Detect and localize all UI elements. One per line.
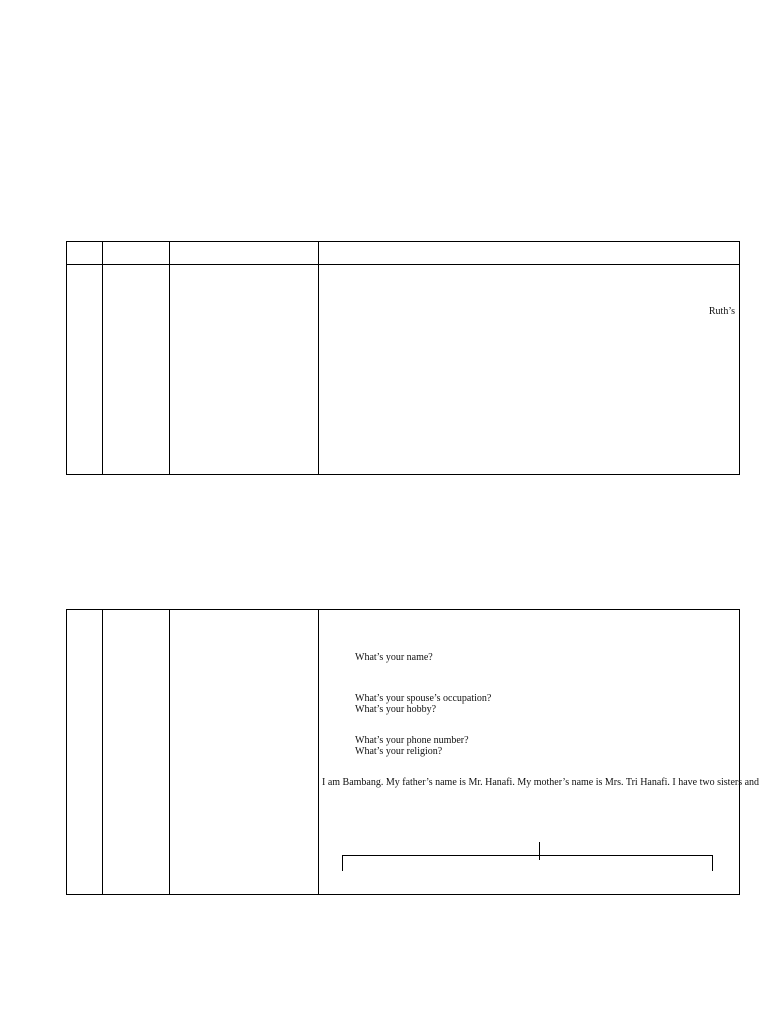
table-1-header-divider <box>67 264 739 265</box>
family-tree-bracket-line <box>342 855 712 856</box>
question-spouse-occupation: What’s your spouse’s occupation? <box>355 693 492 704</box>
intro-paragraph: I am Bambang. My father’s name is Mr. Hanafi. My mother’s name is Mrs. Tri Hanafi. I have two sisters and <box>322 777 760 788</box>
question-name: What’s your name? <box>355 652 433 663</box>
table-2-column-divider-3 <box>318 610 319 894</box>
table-2-column-divider-2 <box>169 610 170 894</box>
family-tree-bracket-left-tick <box>342 855 343 871</box>
table-1-column-divider-2 <box>169 242 170 474</box>
question-hobby: What’s your hobby? <box>355 704 437 715</box>
table-1-column-divider-1 <box>102 242 103 474</box>
table-1 <box>66 241 740 475</box>
question-phone-number: What’s your phone number? <box>355 735 469 746</box>
table-2-column-divider-1 <box>102 610 103 894</box>
family-tree-bracket-center-tick <box>539 842 540 860</box>
family-tree-bracket-right-tick <box>712 855 713 871</box>
table-1-cell-text: Ruth’s <box>708 306 735 317</box>
table-2 <box>66 609 760 895</box>
table-1-column-divider-3 <box>318 242 319 474</box>
question-religion: What’s your religion? <box>355 746 443 757</box>
